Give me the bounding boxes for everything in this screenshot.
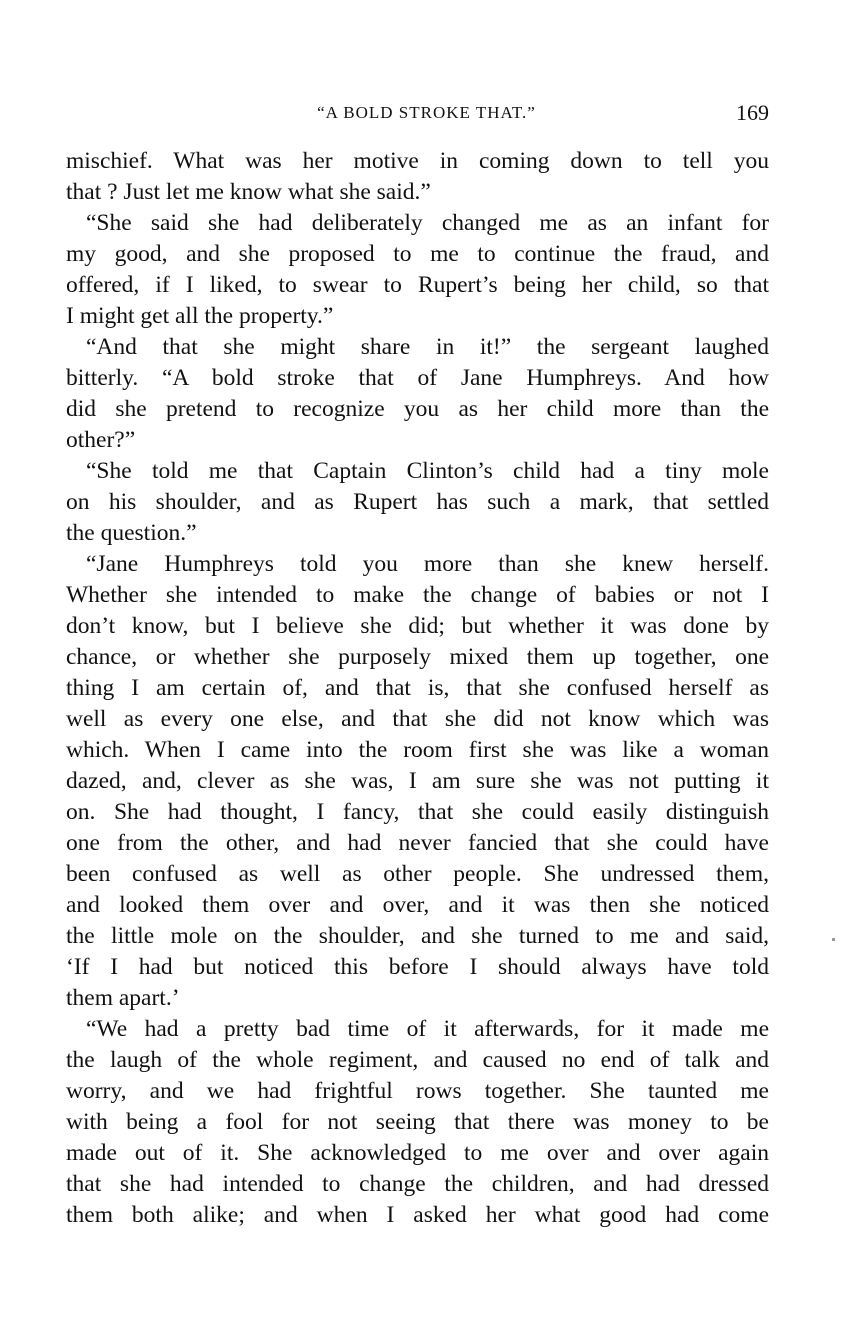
page-header [66, 98, 769, 128]
text-line: on. She had thought, I fancy, that she could easily distinguish [66, 799, 769, 825]
text-line: “We had a pretty bad time of it afterwards, for it made me [86, 1016, 769, 1042]
text-line: one from the other, and had never fancied that she could have [66, 830, 769, 856]
text-line: chance, or whether she purposely mixed them up together, one [66, 644, 769, 670]
text-line: I might get all the property.” [66, 303, 334, 329]
text-line: bitterly. “A bold stroke that of Jane Humphreys. And how [66, 365, 769, 391]
text-line: on his shoulder, and as Rupert has such a mark, that settled [66, 489, 769, 515]
text-line: “And that she might share in it!” the sergeant laughed [86, 334, 769, 360]
text-line: the little mole on the shoulder, and she turned to me and said, [66, 923, 769, 949]
text-line: “She said she had deliberately changed me as an infant for [86, 210, 769, 236]
text-line: made out of it. She acknowledged to me over and over again [66, 1140, 769, 1166]
text-line: my good, and she proposed to me to continue the fraud, and [66, 241, 769, 267]
text-line: that ? Just let me know what she said.” [66, 179, 431, 205]
page-number: 169 [736, 100, 769, 125]
text-line: them both alike; and when I asked her what good had come [66, 1202, 769, 1228]
text-line: ‘If I had but noticed this before I should always have told [66, 954, 769, 980]
text-line: thing I am certain of, and that is, that she confused herself as [66, 675, 769, 701]
text-line: well as every one else, and that she did not know which was [66, 706, 769, 732]
margin-mark [832, 938, 835, 941]
text-line: “Jane Humphreys told you more than she knew herself. [86, 551, 769, 577]
text-line: and looked them over and over, and it was then she noticed [66, 892, 769, 918]
text-line: Whether she intended to make the change of babies or not I [66, 582, 769, 608]
text-line: mischief. What was her motive in coming down to tell you [66, 148, 769, 174]
text-line: dazed, and, clever as she was, I am sure she was not putting it [66, 768, 769, 794]
text-line: worry, and we had frightful rows together. She taunted me [66, 1078, 769, 1104]
text-line: that she had intended to change the children, and had dressed [66, 1171, 769, 1197]
text-line: did she pretend to recognize you as her child more than the [66, 396, 769, 422]
text-line: the laugh of the whole regiment, and caused no end of talk and [66, 1047, 769, 1073]
body-text [66, 146, 769, 1231]
text-line: offered, if I liked, to swear to Rupert’s being her child, so that [66, 272, 769, 298]
text-line: which. When I came into the room first she was like a woman [66, 737, 769, 763]
text-line: “She told me that Captain Clinton’s child had a tiny mole [86, 458, 769, 484]
text-line: them apart.’ [66, 985, 180, 1011]
text-line: with being a fool for not seeing that there was money to be [66, 1109, 769, 1135]
text-line: been confused as well as other people. She undressed them, [66, 861, 769, 887]
running-head: “A BOLD STROKE THAT.” [317, 103, 536, 122]
text-line: other?” [66, 427, 136, 453]
text-line: don’t know, but I believe she did; but whether it was done by [66, 613, 769, 639]
text-line: the question.” [66, 520, 197, 546]
